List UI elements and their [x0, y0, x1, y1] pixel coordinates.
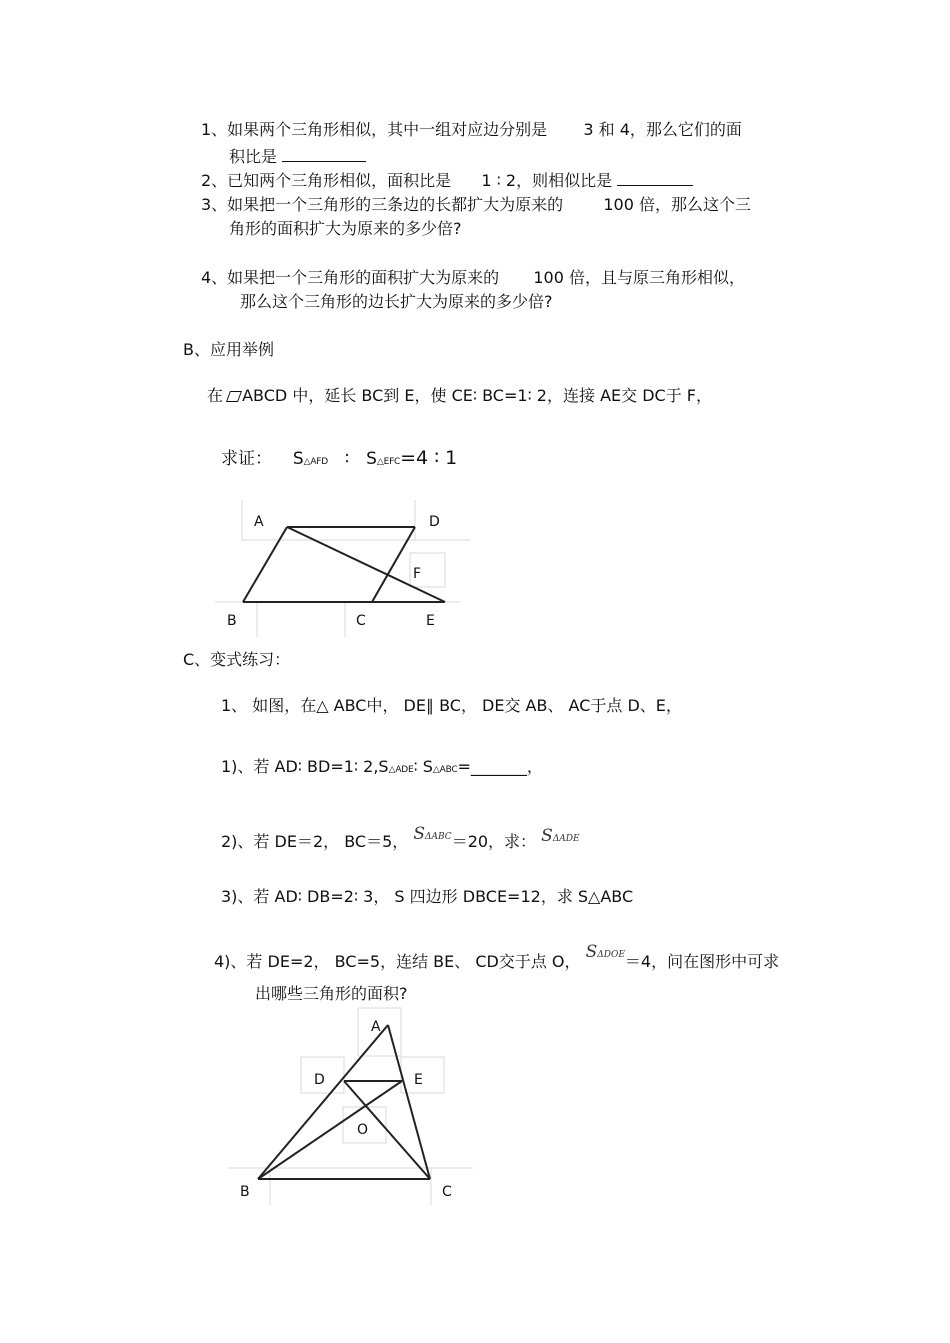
- q2-ratio: 1 ∶ 2，则相似比是: [481, 171, 613, 190]
- part1-mid: ∶ S: [413, 757, 433, 776]
- proof-statement: [221, 447, 457, 470]
- point-d: D: [314, 1072, 325, 1088]
- point-a: A: [371, 1019, 381, 1035]
- part1-post: =_______，: [457, 757, 543, 776]
- q2-answer-blank[interactable]: [617, 170, 693, 186]
- example-text: ABCD 中，延长 BC到 E，使 CE∶ BC=1∶ 2，连接 AE交 DC于 F，: [242, 386, 712, 405]
- part1-pre: 1)、若 AD∶ BD=1∶ 2,S: [221, 757, 389, 776]
- point-e: E: [414, 1072, 423, 1088]
- q1-nums: 3 和 4，那么它们的面: [583, 120, 742, 139]
- question-3-line2: 角形的面积扩大为原来的多少倍?: [229, 219, 462, 238]
- area-abc-symbol: SΔABC: [413, 824, 452, 844]
- exercise-part-3: 3)、若 AD∶ DB=2∶ 3， S 四边形 DBCE=12，求 S△ABC: [221, 887, 634, 906]
- subscript-abc: △ABC: [432, 765, 458, 775]
- area-ade-symbol: SΔADE: [541, 826, 580, 846]
- example-statement: [207, 386, 712, 405]
- part4-pre: 4)、若 DE=2， BC=5，连结 BE、 CD交于点 O，: [214, 952, 581, 971]
- point-b: B: [227, 613, 237, 629]
- figure-parallelogram: [210, 495, 470, 640]
- point-c: C: [442, 1184, 452, 1200]
- exercise-part-4-line2: 出哪些三角形的面积?: [255, 984, 408, 1003]
- section-c-heading: C、变式练习：: [183, 650, 291, 669]
- question-4-line2: 那么这个三角形的边长扩大为原来的多少倍?: [240, 292, 553, 311]
- exercise-part-1: [221, 757, 543, 776]
- subscript-afd: △AFD: [303, 457, 328, 467]
- parallelogram-icon: [226, 391, 242, 402]
- question-4-line1: [201, 268, 745, 287]
- point-c: C: [356, 613, 366, 629]
- section-b-heading: B、应用举例: [183, 340, 274, 359]
- q3-num: 100 倍，那么这个三: [603, 195, 752, 214]
- q1-text: 1、如果两个三角形相似，其中一组对应边分别是: [201, 120, 548, 139]
- point-f: F: [413, 566, 422, 582]
- point-d: D: [429, 514, 440, 530]
- exercise-part-4-line1: [214, 942, 780, 972]
- point-b: B: [240, 1184, 250, 1200]
- q1-answer-blank[interactable]: [282, 146, 366, 162]
- question-1-line2: [229, 146, 366, 166]
- figure-triangle: [225, 1005, 480, 1210]
- point-e: E: [426, 613, 435, 629]
- area-symbol-afd: S: [292, 449, 304, 469]
- q3-text: 3、如果把一个三角形的三条边的长都扩大为原来的: [201, 195, 564, 214]
- ratio-colon: ∶: [344, 449, 350, 469]
- part2-mid: ＝20，求：: [451, 832, 537, 851]
- area-doe-symbol: SΔDOE: [585, 942, 625, 962]
- q1-line2-text: 积比是: [229, 147, 278, 166]
- question-3-line1: [201, 195, 751, 214]
- question-1-line1: [201, 120, 742, 139]
- exercise-part-2: [221, 824, 580, 852]
- area-symbol-efc: S: [366, 449, 377, 469]
- q2-text: 2、已知两个三角形相似，面积比是: [201, 171, 452, 190]
- question-2: [201, 170, 693, 190]
- example-pre: 在: [207, 386, 224, 405]
- subscript-efc: △EFC: [376, 457, 401, 467]
- proof-result: =4 ∶ 1: [400, 447, 458, 469]
- exercise-1-statement: 1、 如图，在△ ABC中， DE∥ BC， DE交 AB、 AC于点 D、E，: [221, 696, 682, 715]
- q4-num: 100 倍，且与原三角形相似，: [533, 268, 746, 287]
- q4-text: 4、如果把一个三角形的面积扩大为原来的: [201, 268, 500, 287]
- subscript-ade: △ADE: [388, 765, 414, 775]
- part4-post: ＝4，问在图形中可求: [624, 952, 780, 971]
- point-o: O: [357, 1122, 369, 1138]
- point-a: A: [254, 514, 264, 530]
- part2-pre: 2)、若 DE＝2， BC＝5，: [221, 832, 409, 851]
- proof-label: 求证：: [221, 449, 272, 469]
- triangle-lines: [258, 1025, 430, 1179]
